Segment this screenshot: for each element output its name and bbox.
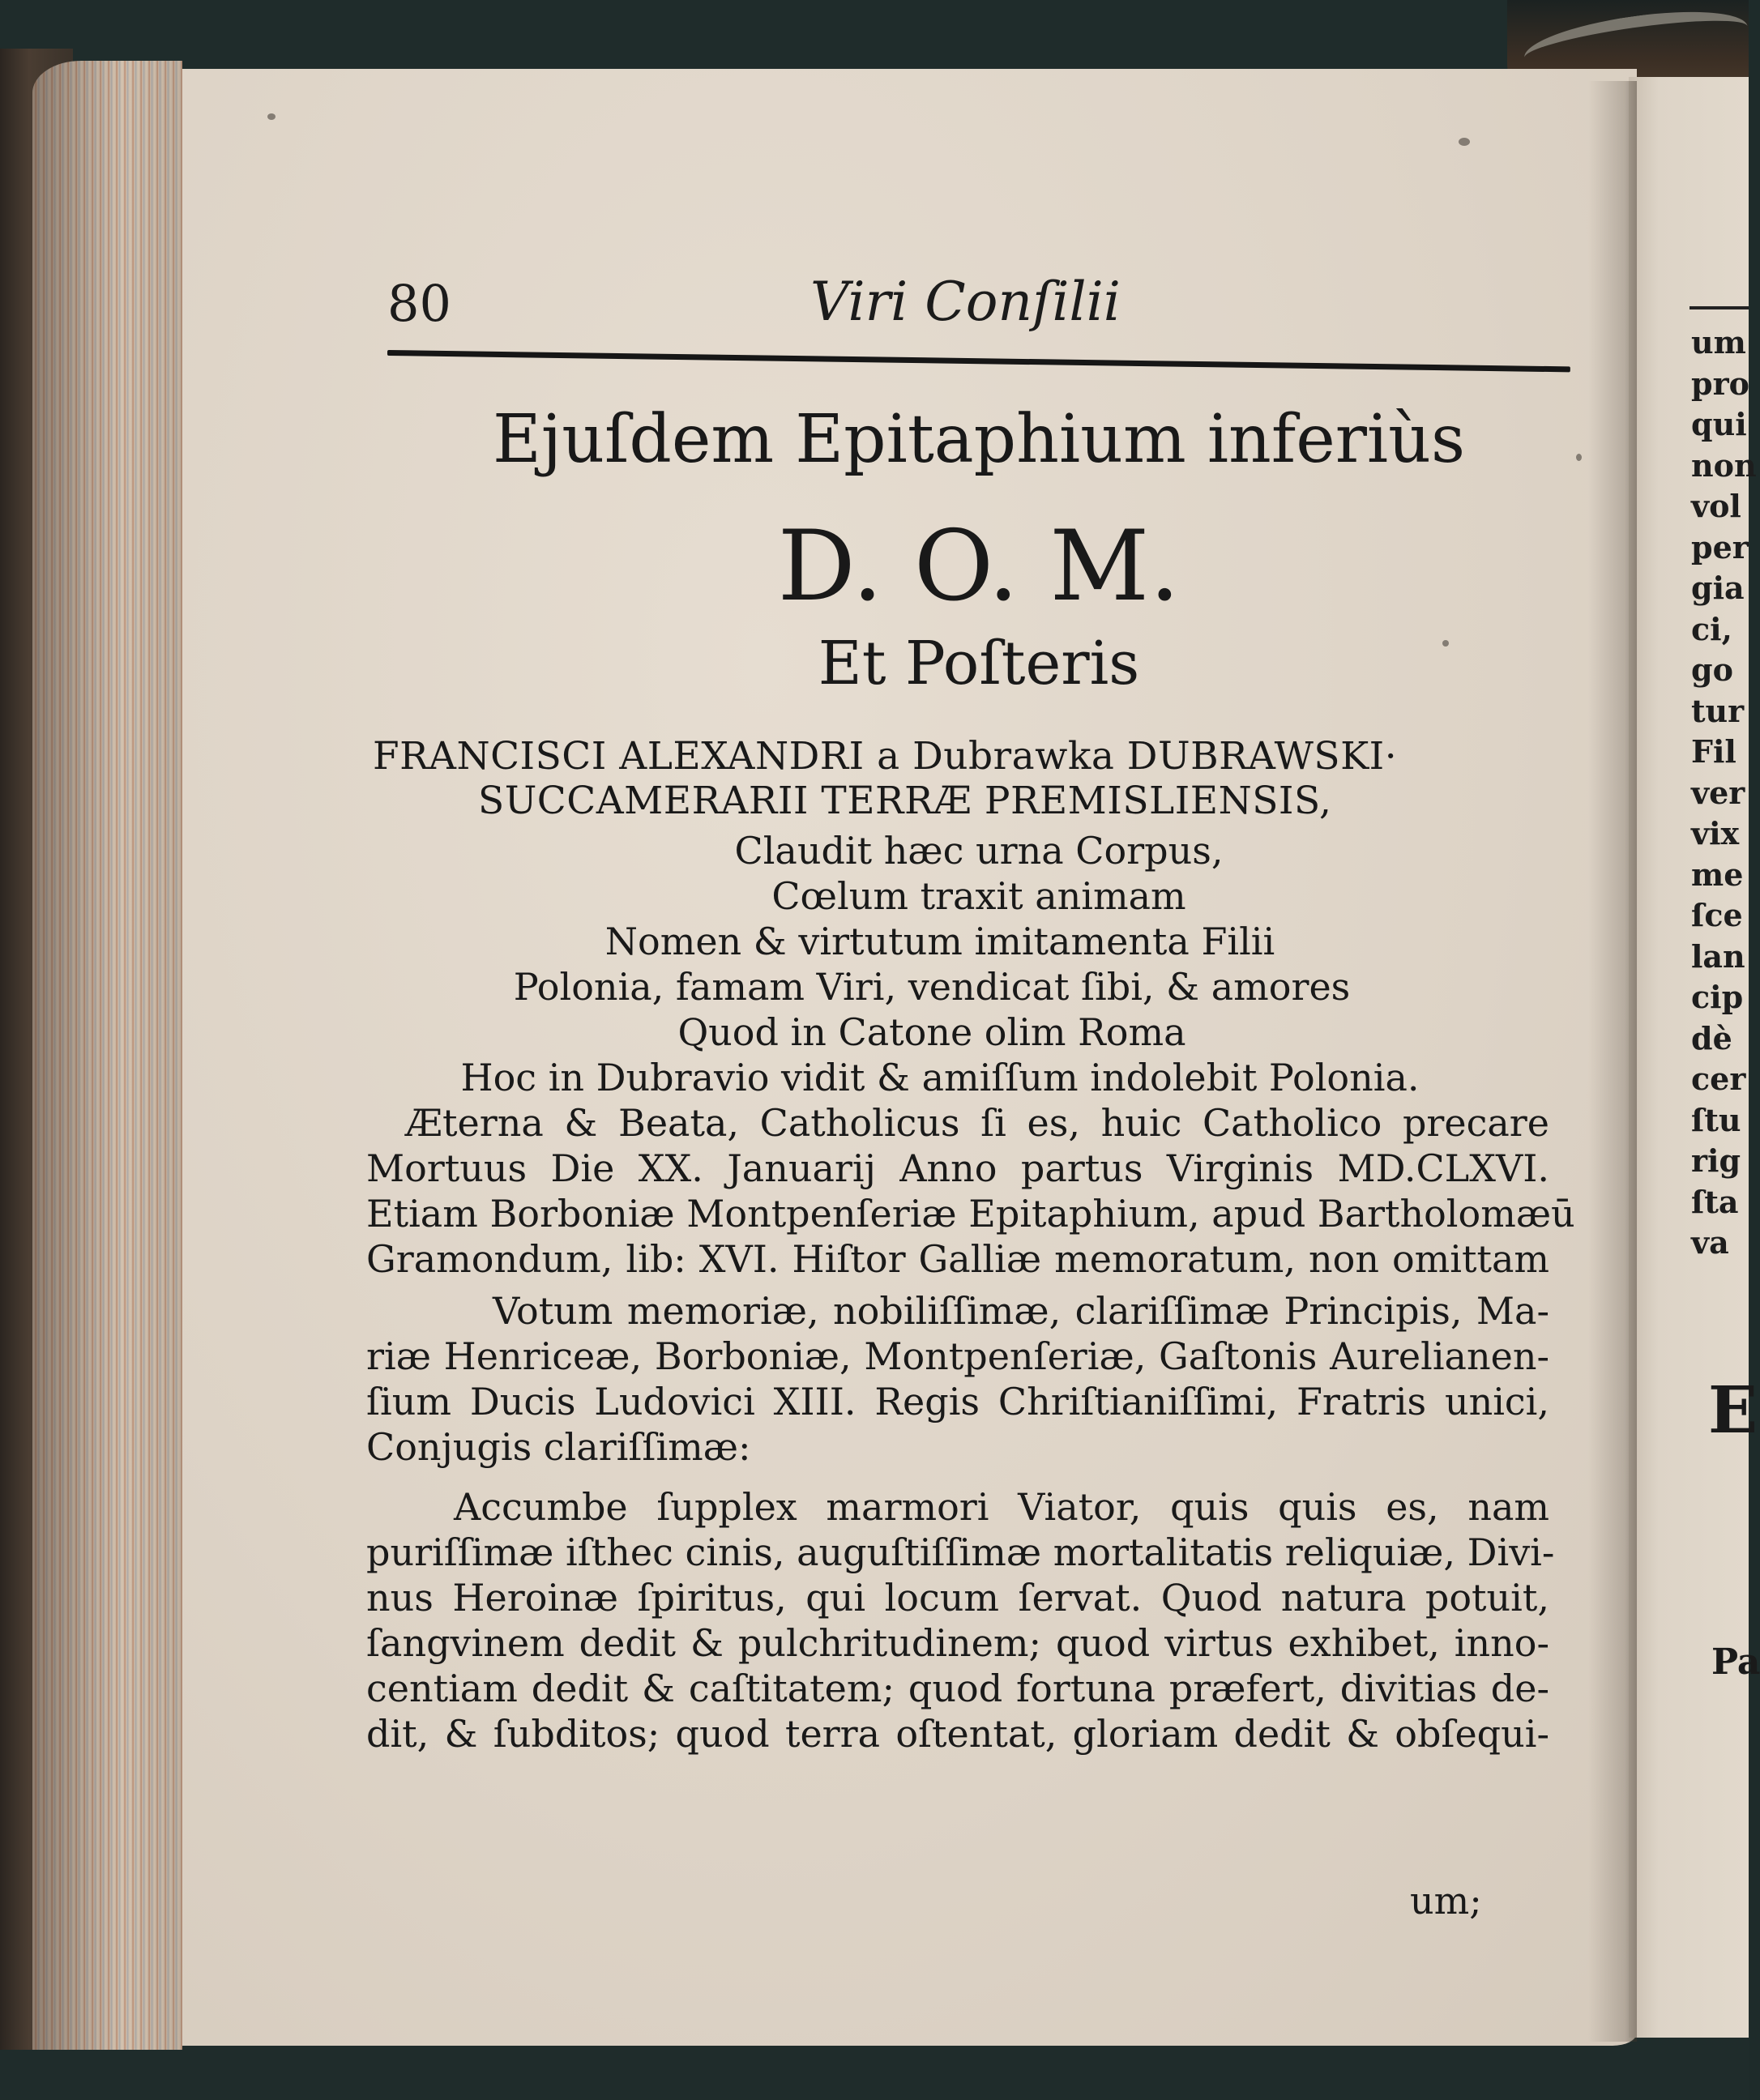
inscription-line: Polonia, famam Viri, vendicat ſibi, & amores [513, 965, 1351, 1009]
facing-line-fragment: vix [1691, 815, 1740, 852]
inscription-line: Claudit hæc urna Corpus, [734, 829, 1224, 873]
facing-line-fragment: ſtu [1691, 1101, 1741, 1138]
epitaph-heading: Ejuſdem Epitaphium inferiùs [492, 401, 1466, 478]
page-number: 80 [387, 274, 451, 333]
text-line: puriſſimæ iſthec cinis, auguſtiſſimæ mortalitatis reliquiæ, Divi- [366, 1530, 1555, 1574]
facing-line-fragment: me [1691, 856, 1744, 893]
inscription-line: Cœlum traxit animam [771, 874, 1186, 918]
facing-line-fragment: gia [1691, 570, 1745, 606]
facing-header-rule [1690, 306, 1749, 309]
facing-page-text [1691, 322, 1756, 1264]
caps-line: FRANCISCI ALEXANDRI a Dubrawka DUBRAWSKI· [373, 734, 1398, 779]
inscription-line: Hoc in Dubravio vidit & amiſſum indolebit Polonia. [460, 1056, 1420, 1099]
text-line: centiam dedit & caſtitatem; quod fortuna præfert, divitias de- [366, 1667, 1549, 1710]
facing-line-fragment: cer [1691, 1061, 1746, 1097]
facing-line-fragment: dè [1691, 1019, 1732, 1056]
facing-line-fragment: non [1691, 446, 1757, 484]
dedication-heading: Et Poſteris [818, 629, 1140, 698]
page-edges-shadow [32, 61, 182, 2050]
text-line: Votum memoriæ, nobiliſſimæ, clariſſimæ Principis, Ma- [493, 1289, 1549, 1333]
text-line: nus Heroinæ ſpiritus, qui locum ſervat. Quod natura potuit, [366, 1576, 1549, 1620]
facing-line-fragment: um [1691, 324, 1746, 361]
facing-line-fragment: tur [1691, 692, 1745, 729]
text-line: ſium Ducis Ludovici XIII. Regis Chriſtianiſſimi, Fratris unici, [366, 1380, 1549, 1423]
paper-speck [1576, 454, 1582, 461]
text-line: ſangvinem dedit & pulchritudinem; quod virtus exhibet, inno- [366, 1621, 1549, 1665]
paper-speck [1442, 640, 1449, 647]
facing-line-fragment: ſta [1691, 1183, 1739, 1220]
facing-line-fragment: pro [1691, 365, 1749, 402]
running-title: Viri Conſilii [810, 271, 1121, 333]
facing-line-fragment: lan [1691, 937, 1745, 975]
facing-bottom-fragment: Pa [1711, 1641, 1760, 1683]
text-line: Gramondum, lib: XVI. Hiſtor Galliæ memoratum, non omittam [366, 1237, 1549, 1281]
text-line: riæ Henriceæ, Borboniæ, Montpenſeriæ, Gaſtonis Aurelianen- [366, 1334, 1549, 1378]
facing-line-fragment: ci, [1691, 610, 1732, 647]
inscription-line: Quod in Catone olim Roma [677, 1010, 1186, 1054]
inscription-line: Nomen & virtutum imitamenta Filii [604, 920, 1275, 963]
facing-line-fragment: ver [1691, 774, 1745, 811]
facing-line-fragment: vol [1691, 488, 1741, 524]
facing-line-fragment: va [1691, 1224, 1729, 1261]
facing-line-fragment: qui [1691, 406, 1747, 442]
text-line: Etiam Borboniæ Montpenſeriæ Epitaphium, apud Bartholomæū [366, 1192, 1575, 1236]
facing-line-fragment: cip [1691, 979, 1744, 1015]
dom-heading: D. O. M. [777, 510, 1181, 623]
facing-line-fragment: ſce [1691, 897, 1743, 933]
paper-speck [267, 113, 276, 120]
facing-line-fragment: Fil [1691, 733, 1737, 770]
page-gutter-shadow [1588, 81, 1637, 2042]
facing-line-fragment: go [1691, 651, 1733, 688]
catchword: um; [1410, 1879, 1482, 1923]
facing-line-fragment: per [1691, 528, 1749, 566]
text-line: Mortuus Die XX. Januarij Anno partus Virginis MD.CLXVI. [366, 1146, 1549, 1190]
caps-line: SUCCAMERARII TERRÆ PREMISLIENSIS, [478, 779, 1332, 823]
paper-speck [1459, 138, 1470, 146]
text-line: Conjugis clariſſimæ: [366, 1425, 751, 1469]
facing-initial: E [1708, 1372, 1758, 1448]
text-line: Accumbe ſupplex marmori Viator, quis quis es, nam [454, 1485, 1549, 1529]
text-line: dit, & ſubditos; quod terra oſtentat, gloriam dedit & obſequi- [366, 1712, 1549, 1756]
text-line: Æterna & Beata, Catholicus ſi es, huic Catholico precare [405, 1101, 1549, 1145]
facing-line-fragment: rig [1691, 1142, 1741, 1179]
